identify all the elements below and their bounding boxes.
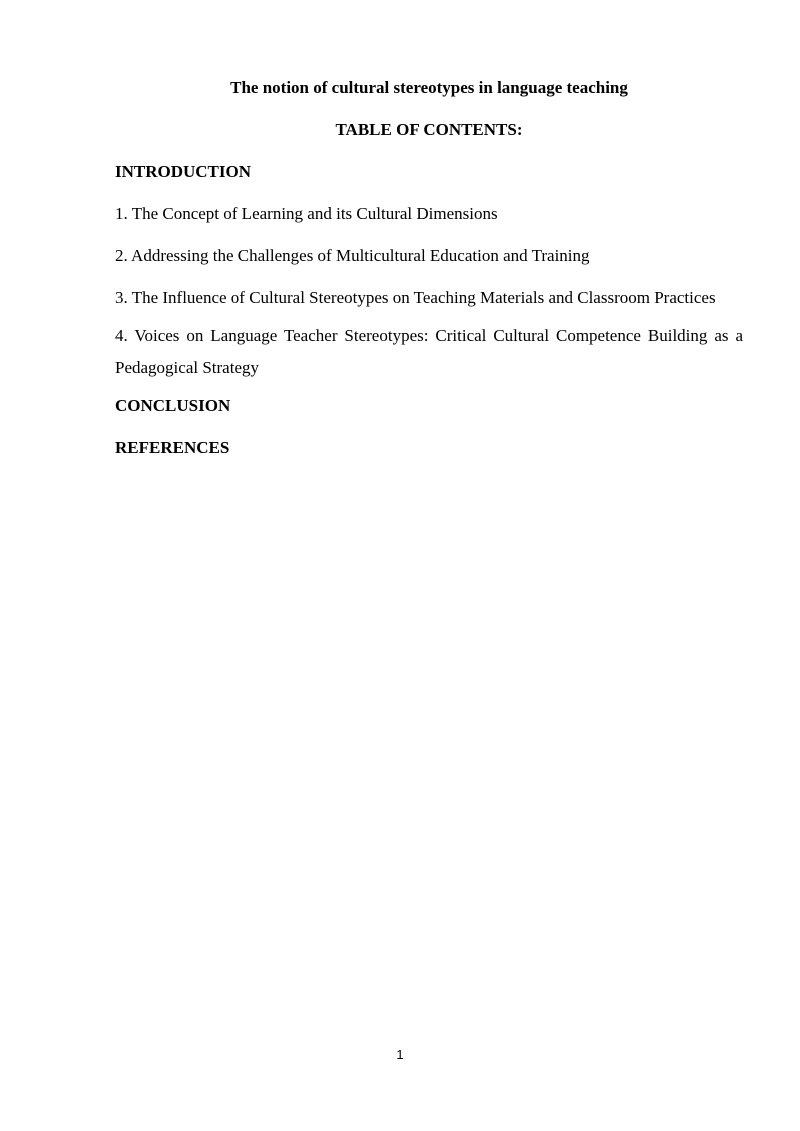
page-content (115, 76, 743, 478)
toc-entry-4: 4. Voices on Language Teacher Stereotypes: Critical Cultural Competence Building as a Pedagogical Strategy (115, 326, 743, 377)
toc-entry-conclusion: CONCLUSION (115, 396, 231, 415)
toc-heading: TABLE OF CONTENTS: (335, 120, 523, 139)
toc-entry-2: 2. Addressing the Challenges of Multicultural Education and Training (115, 246, 590, 265)
toc-entry-3: 3. The Influence of Cultural Stereotypes on Teaching Materials and Classroom Practices (115, 288, 716, 307)
toc-entry-references: REFERENCES (115, 438, 230, 457)
toc-entry-introduction: INTRODUCTION (115, 162, 252, 181)
document-title: The notion of cultural stereotypes in language teaching (230, 78, 628, 97)
toc-entry-1: 1. The Concept of Learning and its Cultural Dimensions (115, 204, 498, 223)
page-number: 1 (396, 1047, 404, 1062)
